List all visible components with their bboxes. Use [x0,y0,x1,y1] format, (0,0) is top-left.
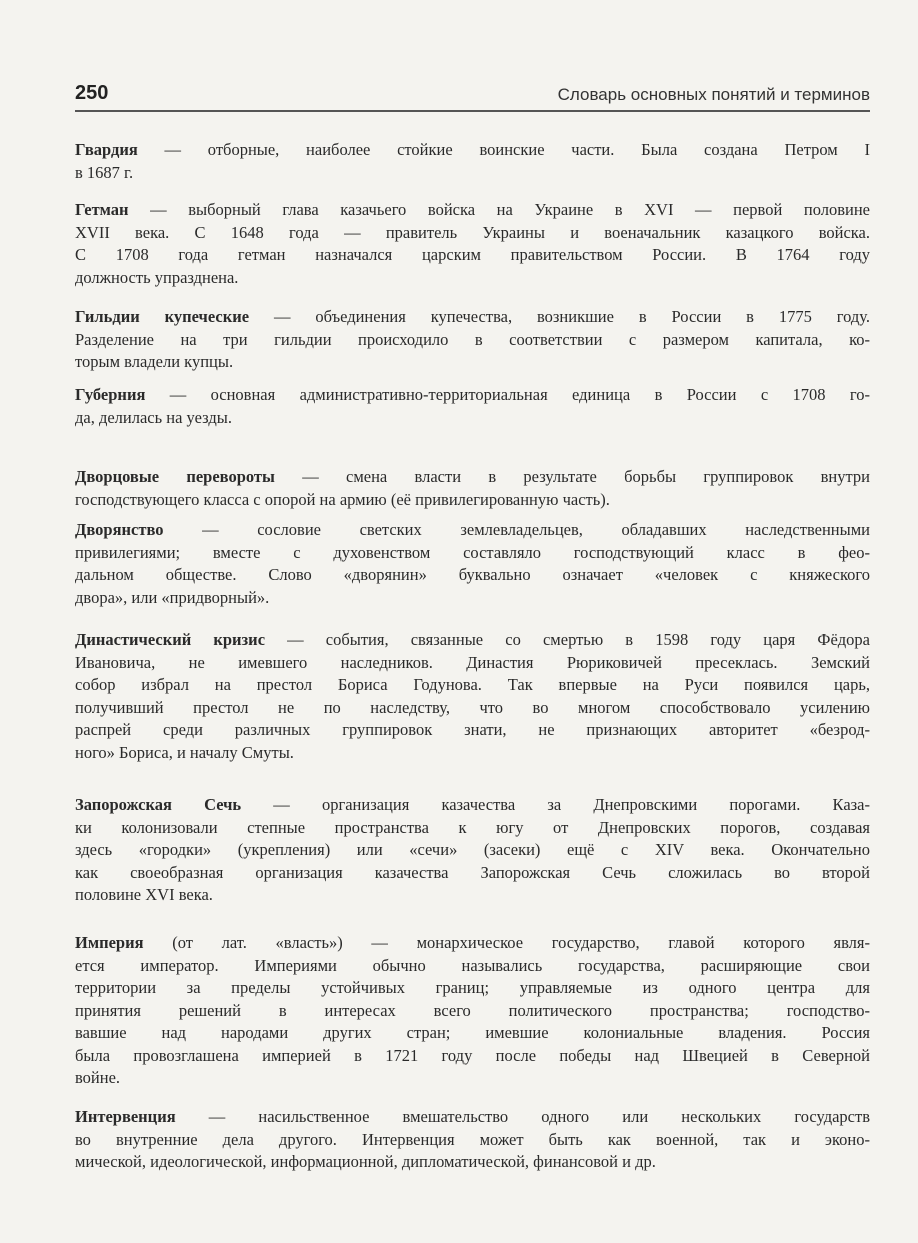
entry-term: Губерния [75,385,146,404]
entry-line [75,719,870,742]
entry-text: здесь «городки» (укрепления) или «сечи» (засеки) ещё с XIV века. Окончательно [75,840,870,859]
entry-line [75,1045,870,1068]
entry-term: Запорожская Сечь [75,795,242,814]
entry-text: господствующего класса с опорой на армию (её привилегированную часть). [75,489,610,509]
entry-line [75,1000,870,1023]
glossary-entry [75,932,870,1090]
entry-line [75,977,870,1000]
entry-line [75,794,870,817]
entry-line [75,955,870,978]
entry-term: Дворянство [75,520,164,539]
running-title: Словарь основных понятий и терминов [557,85,870,104]
entry-text: — объединения купечества, возникшие в России в 1775 году. [249,307,870,326]
entry-line [75,839,870,862]
entry-line [75,244,870,267]
entry-term: Династический кризис [75,630,266,649]
entry-text: дальном обществе. Слово «дворянин» буквально означает «человек с княжеского [75,565,870,584]
glossary-entry [75,794,870,907]
entry-line [75,884,870,907]
entry-line [75,817,870,840]
entry-line [75,1129,870,1152]
entry-text: ется император. Империями обычно назывались государства, расширяющие свои [75,955,870,975]
entry-text: (от лат. «власть») — монархическое государство, главой которого явля- [143,933,870,952]
entry-line [75,384,870,407]
entry-line [75,542,870,565]
entry-line [75,329,870,352]
entry-text: — отборные, наиболее стойкие воинские части. Была создана Петром I [137,140,870,159]
glossary-entry [75,306,870,374]
entry-text: — события, связанные со смертью в 1598 году царя Фёдора [265,630,870,649]
entry-text: получивший престол не по наследству, что во многом способствовало усилению [75,697,870,717]
entry-line [75,222,870,245]
entry-line [75,697,870,720]
entry-text: в 1687 г. [75,162,134,182]
entry-line [75,519,870,542]
glossary-entry [75,519,870,609]
entry-line [75,351,870,374]
entry-text: территории за пределы устойчивых границ; управляемые из одного центра для [75,978,870,997]
entry-term: Дворцовые перевороты [75,467,275,486]
entry-line [75,674,870,697]
entry-text: — организация казачества за Днепровскими порогами. Каза- [241,795,871,814]
entry-line [75,862,870,885]
entry-text: собор избрал на престол Бориса Годунова. Так впервые на Руси появился царь, [75,675,870,694]
entry-line [75,564,870,587]
entry-text: ки колонизовали степные пространства к югу от Днепровских порогов, создавая [75,817,870,837]
entry-line [75,1067,870,1090]
page-number: 250 [75,82,109,104]
glossary-entry [75,384,870,429]
glossary-entry [75,629,870,764]
glossary-entry [75,199,870,289]
entry-text: была провозглашена империей в 1721 году после победы над Швецией в Северной [75,1045,870,1065]
entry-text: распрей среди различных группировок знати, не признающих авторитет «безрод- [75,720,870,739]
glossary-entry [75,139,870,184]
entry-text: ного» Бориса, и началу Смуты. [75,742,294,762]
entry-text: — сословие светских землевладельцев, обладавших наследственными [163,520,870,539]
entry-line [75,1022,870,1045]
entry-text: привилегиями; вместе с духовенством составляло господствующий класс в фео- [75,542,870,562]
entry-line [75,652,870,675]
entry-line [75,742,870,765]
entry-text: принятия решений в интересах всего политического пространства; господство- [75,1000,870,1020]
entry-line [75,199,870,222]
entry-text: войне. [75,1068,121,1087]
glossary-entry [75,1106,870,1174]
entry-text: Ивановича, не имевшего наследников. Династия Рюриковичей пресеклась. Земский [75,652,870,672]
entry-line [75,162,870,185]
entry-line [75,267,870,290]
entry-text: — выборный глава казачьего войска на Украине в XVI — первой половине [128,200,870,219]
entry-line [75,629,870,652]
entry-text: XVII века. С 1648 года — правитель Украины и военачальник казацкого войска. [75,222,870,242]
entry-line [75,1106,870,1129]
entry-text: во внутренние дела другого. Интервенция может быть как военной, так и эконо- [75,1129,870,1149]
entry-text: — насильственное вмешательство одного или нескольких государств [175,1107,870,1126]
entry-text: да, делилась на уезды. [75,407,232,427]
entry-term: Империя [75,933,144,952]
entry-text: торым владели купцы. [75,352,234,371]
entry-text: половине XVI века. [75,885,213,904]
entry-text: двора», или «придворный». [75,587,270,607]
entry-line [75,466,870,489]
entry-text: как своеобразная организация казачества Запорожская Сечь сложилась во второй [75,862,870,882]
entry-text: мической, идеологической, информационной, дипломатической, финансовой и др. [75,1152,656,1171]
entry-text: С 1708 года гетман назначался царским правительством России. В 1764 году [75,245,870,264]
entry-text: — смена власти в результате борьбы группировок внутри [274,467,870,486]
entry-term: Гильдии купеческие [75,307,250,326]
entry-text: — основная административно-территориальная единица в России с 1708 го- [145,385,870,404]
entry-text: Разделение на три гильдии происходило в соответствии с размером капитала, ко- [75,329,870,349]
entry-line [75,932,870,955]
entry-term: Гвардия [75,140,138,159]
header-rule [75,110,870,112]
entry-term: Интервенция [75,1107,176,1126]
entry-text: вавшие над народами других стран; имевшие колониальные владения. Россия [75,1023,870,1042]
entry-line [75,139,870,162]
entry-line [75,306,870,329]
entry-text: должность упразднена. [75,267,239,287]
entry-term: Гетман [75,200,129,219]
entry-line [75,1151,870,1174]
entry-line [75,489,870,512]
entry-line [75,407,870,430]
glossary-entry [75,466,870,511]
entry-line [75,587,870,610]
